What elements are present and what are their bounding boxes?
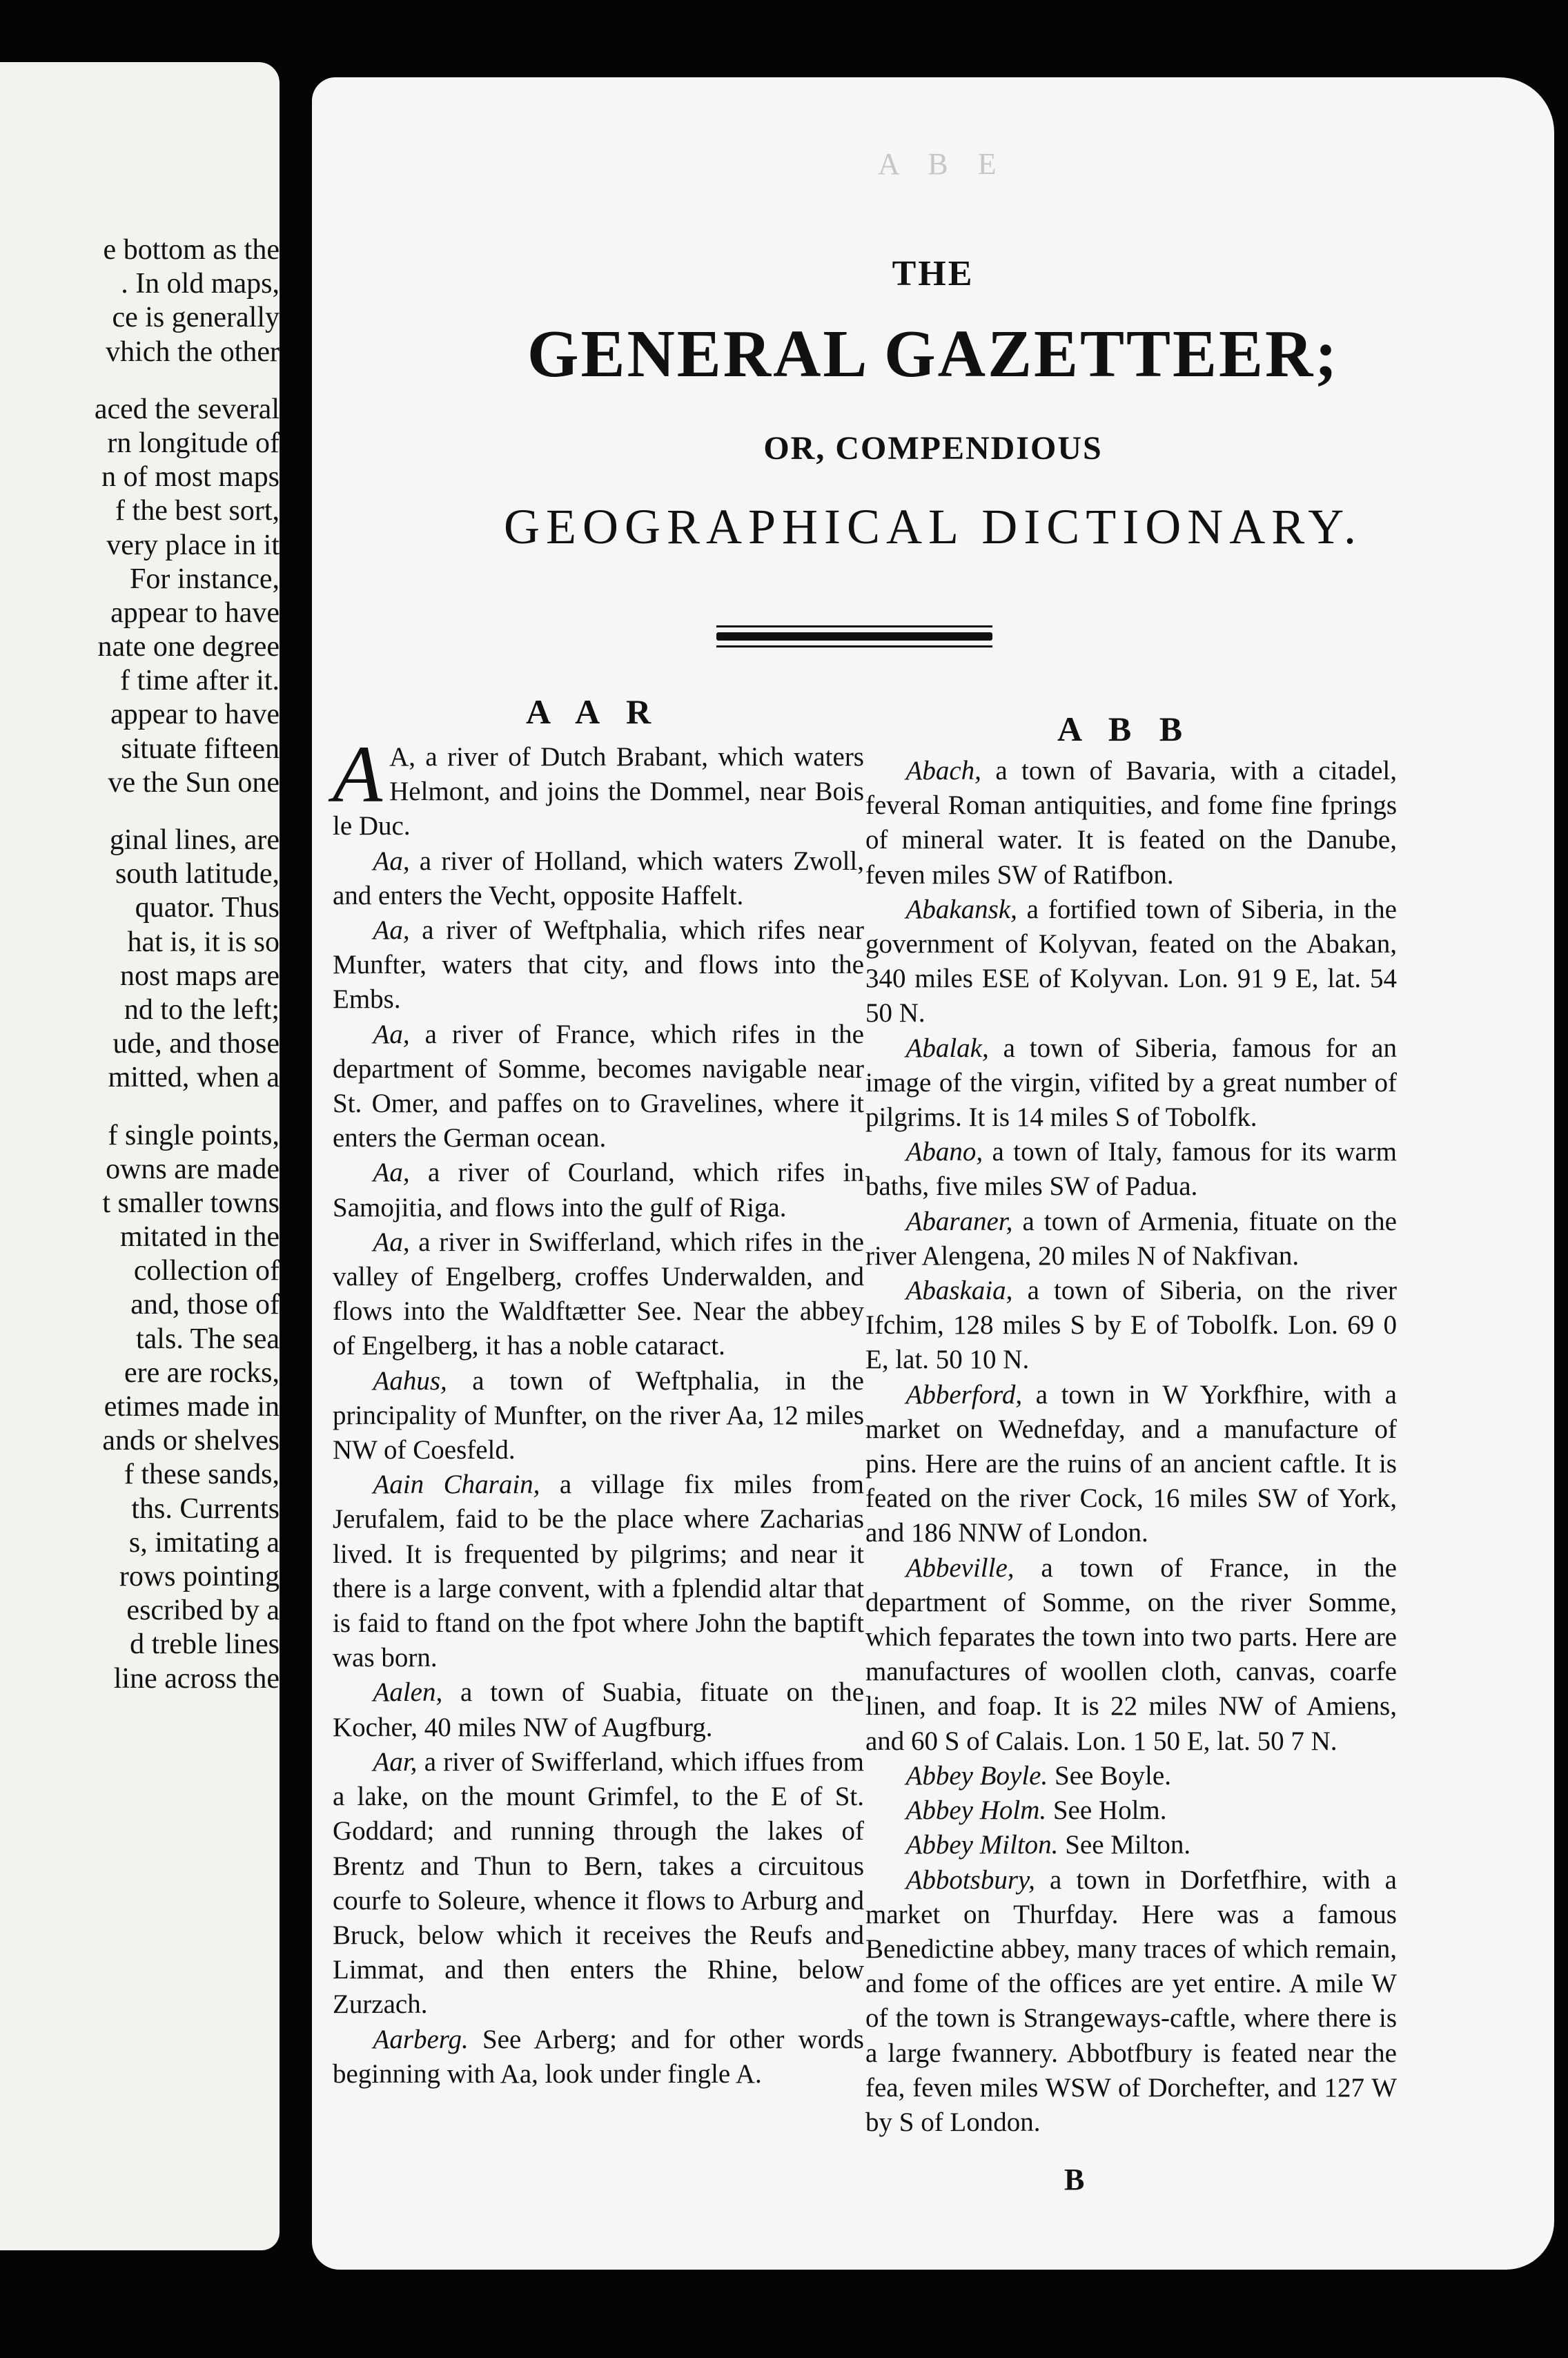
column-1-heading: A A R bbox=[526, 692, 661, 731]
entry-definition: a town of Weftphalia, in the principality of Munfter, on the river Aa, 12 miles NW of Coesfeld. bbox=[333, 1365, 864, 1465]
entry-definition: a town of Suabia, fituate on the Kocher, 40 miles NW of Augfburg. bbox=[333, 1677, 864, 1742]
entry-headword: Aa, bbox=[373, 1227, 410, 1257]
dictionary-entry bbox=[865, 1759, 1397, 1793]
entry-definition: A, a river of Dutch Brabant, which waters Helmont, and joins the Dommel, near Bois le Duc. bbox=[333, 742, 864, 841]
entry-headword: Abberford, bbox=[905, 1379, 1023, 1410]
left-page-line: t smaller towns bbox=[102, 1187, 280, 1219]
entry-headword: Aarberg. bbox=[373, 2024, 469, 2054]
running-head: A B E bbox=[878, 147, 1008, 181]
left-page-text bbox=[7, 233, 280, 1696]
signature-mark: B bbox=[1064, 2163, 1085, 2196]
entry-definition: a village fix miles from Jerufalem, faid to be the place where Zacharias lived. It is frequented by pilgrims; and near it there is a large convent, with a fplendid altar that is faid to ftand on the fpot where John the baptift was born. bbox=[333, 1470, 864, 1673]
entry-headword: Aa, bbox=[373, 915, 410, 946]
dictionary-entry bbox=[333, 1675, 864, 1744]
left-page-line: e bottom as the bbox=[103, 234, 280, 266]
dictionary-entry bbox=[333, 1225, 864, 1364]
left-page-line: appear to have bbox=[110, 699, 280, 731]
left-page-line: vhich the other bbox=[106, 335, 280, 368]
dictionary-entry bbox=[333, 729, 864, 844]
dictionary-entry bbox=[865, 1205, 1397, 1274]
dictionary-entry bbox=[333, 1017, 864, 1156]
left-page-line: f these sands, bbox=[124, 1459, 280, 1491]
left-page-line: etimes made in bbox=[104, 1391, 280, 1423]
left-page-line: appear to have bbox=[110, 596, 280, 629]
dictionary-entry bbox=[865, 754, 1397, 893]
entry-definition: a river of Holland, which waters Zwoll, and enters the Vecht, opposite Haffelt. bbox=[333, 846, 864, 910]
left-page-line: situate fifteen bbox=[121, 732, 280, 765]
left-page-line: d treble lines bbox=[130, 1628, 280, 1661]
left-page-line: hat is, it is so bbox=[127, 926, 280, 958]
entry-headword: Abbey Milton. bbox=[905, 1830, 1059, 1860]
entry-definition: See Boyle. bbox=[1048, 1760, 1171, 1791]
left-page-line: n of most maps bbox=[101, 461, 280, 494]
left-facing-page bbox=[0, 62, 280, 2250]
entry-definition: a river of France, which rifes in the department of Somme, becomes navigable near St. Omer, and paffes on to Gravelines, where it enters the German ocean. bbox=[333, 1019, 864, 1153]
entry-headword: Abach, bbox=[905, 756, 981, 786]
main-page bbox=[312, 77, 1554, 2270]
left-page-line: ginal lines, are bbox=[109, 824, 280, 856]
left-page-line: quator. Thus bbox=[135, 892, 280, 924]
entry-headword: Aar, bbox=[373, 1746, 418, 1777]
entry-definition: a town of Siberia, famous for an image of the virgin, vifited by a great number of pilgrims. It is 14 miles S of Tobolfk. bbox=[865, 1033, 1397, 1133]
left-page-line: ude, and those bbox=[112, 1028, 280, 1060]
entry-definition: a town in Dorfetfhire, with a market on Thurfday. Here was a famous Benedictine abbey, many traces of which remain, and fome of the offices are yet entire. A mile W of the town is Strangeways-caftle, where there is a large fwannery. Abbotfbury is feated near the fea, feven miles WSW of Dorchefter, and 127 W by S of London. bbox=[865, 1864, 1397, 2137]
left-page-line: For instance, bbox=[130, 563, 280, 595]
entry-headword: Abbeville, bbox=[905, 1552, 1015, 1583]
entry-definition: a fortified town of Siberia, in the government of Kolyvan, feated on the Abakan, 340 miles ESE of Kolyvan. Lon. 91 9 E, lat. 54 50 N. bbox=[865, 894, 1397, 1029]
entry-definition: a river of Weftphalia, which rifes near Munfter, waters that city, and flows into the Embs. bbox=[333, 915, 864, 1015]
left-page-line: nd to the left; bbox=[124, 993, 280, 1026]
drop-cap: A bbox=[333, 729, 383, 819]
entry-headword: Aain Charain, bbox=[373, 1470, 540, 1500]
left-page-line: ere are rocks, bbox=[124, 1356, 280, 1389]
entry-headword: Abbey Holm. bbox=[905, 1795, 1047, 1826]
title-main: GENERAL GAZETTEER; bbox=[527, 317, 1340, 391]
dictionary-entry bbox=[865, 1828, 1397, 1862]
dictionary-entry bbox=[865, 1135, 1397, 1204]
left-page-line: owns are made bbox=[106, 1153, 280, 1185]
dictionary-entry bbox=[865, 893, 1397, 1031]
left-page-line: . In old maps, bbox=[121, 268, 280, 300]
entry-headword: Abano, bbox=[905, 1137, 983, 1167]
left-page-line bbox=[7, 800, 280, 824]
dictionary-entry bbox=[865, 1031, 1397, 1136]
dictionary-entry bbox=[333, 844, 864, 913]
title-dictionary: GEOGRAPHICAL DICTIONARY. bbox=[503, 499, 1363, 554]
left-page-line: f time after it. bbox=[120, 665, 280, 697]
dictionary-entry bbox=[333, 1364, 864, 1468]
entry-definition: See Milton. bbox=[1058, 1830, 1191, 1860]
title-subtitle: OR, COMPENDIOUS bbox=[763, 430, 1103, 467]
entry-headword: Abbey Boyle. bbox=[905, 1760, 1048, 1791]
entry-headword: Aa, bbox=[373, 846, 410, 876]
entry-definition: a river in Swifferland, which rifes in the valley of Engelberg, croffes Underwalden, and flows into the Waldftætter See. Near the abbey of Engelberg, it has a noble cataract. bbox=[333, 1227, 864, 1361]
left-page-line: south latitude, bbox=[115, 858, 280, 890]
dictionary-entry bbox=[333, 1468, 864, 1675]
entry-definition: a town of France, in the department of Somme, on the river Somme, which feparates the town into two parts. Here are manufactures of woollen cloth, canvas, coarfe linen, and foap. It is 22 miles NW of Amiens, and 60 S of Calais. Lon. 1 50 E, lat. 50 7 N. bbox=[865, 1552, 1397, 1756]
left-page-line: ands or shelves bbox=[102, 1425, 280, 1457]
entry-headword: Abbotsbury, bbox=[905, 1864, 1035, 1895]
title-the: THE bbox=[892, 254, 974, 293]
left-page-line: mitated in the bbox=[120, 1221, 280, 1254]
left-page-line: tals. The sea bbox=[136, 1323, 280, 1355]
entry-headword: Abalak, bbox=[905, 1033, 989, 1063]
entry-headword: Aalen, bbox=[373, 1677, 443, 1708]
dictionary-entry bbox=[333, 1156, 864, 1225]
left-page-line: f single points, bbox=[108, 1119, 280, 1151]
left-page-line: mitted, when a bbox=[108, 1062, 280, 1094]
ornamental-rule bbox=[716, 632, 992, 641]
entry-definition: a town of Siberia, on the river Ifchim, 128 miles S by E of Tobolfk. Lon. 69 0 E, lat. 50 10 N. bbox=[865, 1276, 1397, 1375]
entry-headword: Aa, bbox=[373, 1158, 410, 1188]
entry-definition: a town of Armenia, fituate on the river Alengena, 20 miles N of Nakfivan. bbox=[865, 1206, 1397, 1271]
entry-definition: a town in W Yorkfhire, with a market on Wednefday, and a manufacture of pins. Here are the ruins of an ancient caftle. It is feated on the river Cock, 16 miles SW of York, and 186 NNW of London. bbox=[865, 1379, 1397, 1548]
left-page-line: ve the Sun one bbox=[108, 766, 280, 799]
left-page-line: nate one degree bbox=[97, 631, 280, 663]
left-page-line bbox=[7, 1095, 280, 1119]
entry-definition: a town of Italy, famous for its warm baths, five miles SW of Padua. bbox=[865, 1137, 1397, 1202]
dictionary-entry bbox=[333, 913, 864, 1017]
entry-headword: Abaskaia, bbox=[905, 1276, 1013, 1306]
left-page-line: rows pointing bbox=[119, 1560, 280, 1592]
left-page-line: very place in it bbox=[106, 529, 280, 561]
dictionary-entry bbox=[865, 1793, 1397, 1828]
entry-definition: a river of Swifferland, which iffues from a lake, on the mount Grimfel, to the E of St. Goddard; and running through the lakes of Brentz and Thun to Bern, takes a circuitous courfe to Soleure, whence it flows to Arburg and Bruck, below which it receives the Reufs and Limmat, and then enters the Rhine, below Zurzach. bbox=[333, 1746, 864, 2020]
entry-headword: Abaraner, bbox=[905, 1206, 1013, 1236]
left-page-line: s, imitating a bbox=[128, 1526, 280, 1559]
entry-headword: Aa, bbox=[373, 1019, 410, 1049]
left-page-line: ths. Currents bbox=[131, 1492, 280, 1525]
column-2-heading: A B B bbox=[1057, 710, 1193, 748]
left-page-line: nost maps are bbox=[120, 959, 280, 992]
left-page-line: escribed by a bbox=[126, 1595, 280, 1627]
left-page-line: f the best sort, bbox=[115, 495, 280, 527]
entry-definition: See Holm. bbox=[1046, 1795, 1167, 1826]
left-page-line bbox=[7, 369, 280, 393]
entry-definition: a river of Courland, which rifes in Samojitia, and flows into the gulf of Riga. bbox=[333, 1158, 864, 1222]
entry-headword: Abakansk, bbox=[905, 894, 1017, 924]
dictionary-entry bbox=[333, 2023, 864, 2092]
dictionary-entry bbox=[865, 1274, 1397, 1378]
entry-definition: See Arberg; and for other words beginning with Aa, look under fingle A. bbox=[333, 2024, 864, 2089]
entry-headword: Aahus, bbox=[373, 1365, 447, 1396]
entry-definition: a town of Bavaria, with a citadel, feveral Roman antiquities, and fome fine fprings of mineral water. It is feated on the Danube, feven miles SW of Ratifbon. bbox=[865, 756, 1397, 890]
dictionary-entry bbox=[333, 1745, 864, 2023]
left-page-line: ce is generally bbox=[112, 302, 280, 334]
column-2 bbox=[865, 754, 1397, 2140]
left-page-line: aced the several bbox=[94, 393, 280, 425]
column-1 bbox=[333, 729, 864, 2092]
dictionary-entry bbox=[865, 1551, 1397, 1759]
left-page-line: collection of bbox=[133, 1255, 280, 1287]
left-page-line: line across the bbox=[113, 1662, 280, 1695]
left-page-line: rn longitude of bbox=[107, 427, 280, 459]
left-page-line: and, those of bbox=[130, 1289, 280, 1321]
dictionary-entry bbox=[865, 1378, 1397, 1551]
dictionary-entry bbox=[865, 1863, 1397, 2141]
